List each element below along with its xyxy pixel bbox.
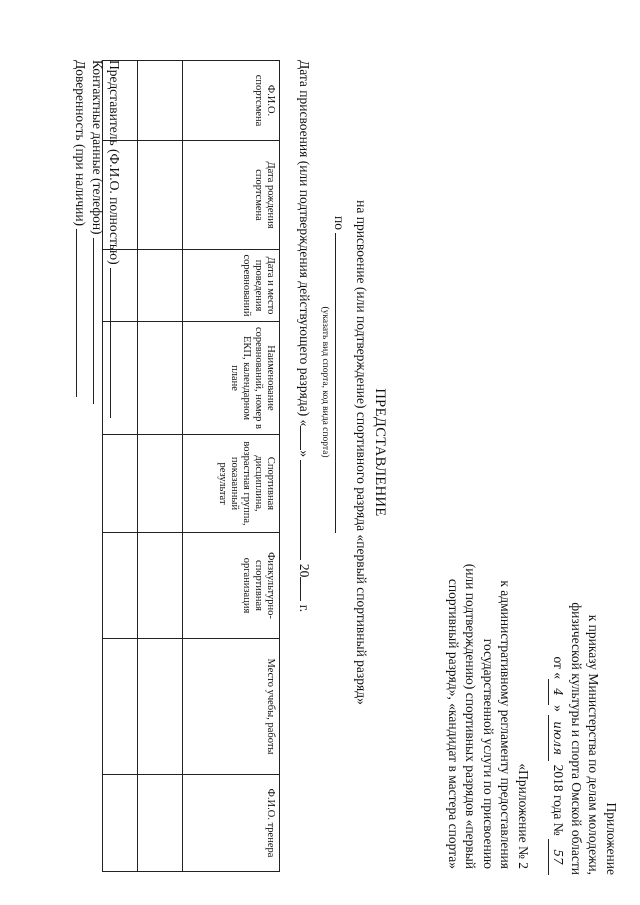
- representative-blank: [110, 268, 123, 418]
- date-label: Дата присвоения (или подтверждения действующего разряда) «: [297, 60, 312, 427]
- header-cell: Наименование соревнований, номер в ЕКП, календарном плане: [183, 322, 280, 435]
- table-row: [138, 61, 183, 872]
- header-cell: Дата рождения спортсмена: [183, 141, 280, 250]
- table-cell[interactable]: [138, 775, 183, 872]
- date-line: [296, 60, 313, 612]
- header-cell: Место учебы, работы: [183, 639, 280, 775]
- table-cell[interactable]: [138, 250, 183, 322]
- appendix-line-1: «Приложение № 2: [516, 763, 531, 869]
- header-line-3: физической культуры и спорта Омской области: [569, 602, 584, 875]
- athletes-table: [102, 60, 280, 872]
- table-cell[interactable]: [103, 435, 138, 533]
- representative-line: [106, 60, 123, 418]
- po-label: по: [332, 216, 347, 230]
- month-field: июля: [548, 715, 567, 761]
- day-field: 4: [548, 679, 567, 705]
- order-number-field: 57: [548, 839, 567, 875]
- table-cell[interactable]: [138, 322, 183, 435]
- header-line-2: к приказу Министерства по делам молодежи,: [586, 614, 602, 875]
- representative-label: Представитель (Ф.И.О. полностью): [107, 60, 122, 265]
- table-cell[interactable]: [103, 775, 138, 872]
- table-header-row: [183, 61, 280, 872]
- contacts-blank: [93, 238, 106, 404]
- table-cell[interactable]: [103, 639, 138, 775]
- contacts-label: Контактные данные (телефон): [90, 60, 105, 235]
- appendix-line-3: государственной услуги по присвоению: [481, 638, 496, 869]
- appendix-line-2: к административному регламенту предоставления: [498, 580, 514, 869]
- header-line-1: Приложение: [604, 802, 619, 875]
- table-cell[interactable]: [138, 639, 183, 775]
- appendix-line-4: (или подтверждению) спортивных разрядов «первый: [463, 563, 479, 869]
- order-header: [548, 602, 620, 875]
- document-title: ПРЕДСТАВЛЕНИЕ: [372, 388, 388, 517]
- header-cell: Физкультурно-спортивная организация: [183, 533, 280, 639]
- header-cell: Ф.И.О. тренера: [183, 775, 280, 872]
- year-text: 2018 года №: [551, 764, 567, 836]
- header-date-line: [548, 602, 568, 875]
- date-day-blank: [300, 426, 313, 450]
- power-blank: [76, 229, 89, 397]
- year-prefix: 20: [297, 563, 312, 578]
- power-line: [72, 60, 89, 418]
- sport-hint: (указать вид спорта, код вида спорта): [320, 306, 330, 458]
- header-cell: Спортивная дисциплина, возрастная группа, показанный результат: [183, 435, 280, 533]
- date-month-blank: [300, 460, 313, 560]
- year-suffix: г.: [297, 604, 312, 613]
- footer-block: [72, 60, 123, 418]
- date-prefix: от «: [551, 656, 567, 680]
- date-year-blank: [300, 577, 313, 601]
- header-cell: Ф.И.О. спортсмена: [183, 61, 280, 141]
- date-close: »: [297, 450, 312, 458]
- contacts-line: [89, 60, 106, 418]
- table-cell[interactable]: [138, 61, 183, 141]
- header-cell: Дата и место проведения соревнований: [183, 250, 280, 322]
- appendix-block: [445, 564, 533, 869]
- appendix-line-5: спортивный разряд», «кандидат в мастера спорта»: [446, 578, 461, 869]
- table-cell[interactable]: [138, 141, 183, 250]
- sport-line: [331, 216, 348, 533]
- table-cell[interactable]: [138, 533, 183, 639]
- sport-blank: [335, 233, 348, 533]
- table-cell[interactable]: [138, 435, 183, 533]
- document-subtitle: на присвоение (или подтверждение) спортивного разряда «первый спортивный разряд»: [354, 200, 369, 705]
- date-mid: »: [551, 705, 567, 712]
- power-label: Доверенность (при наличии): [73, 60, 88, 227]
- table-cell[interactable]: [103, 533, 138, 639]
